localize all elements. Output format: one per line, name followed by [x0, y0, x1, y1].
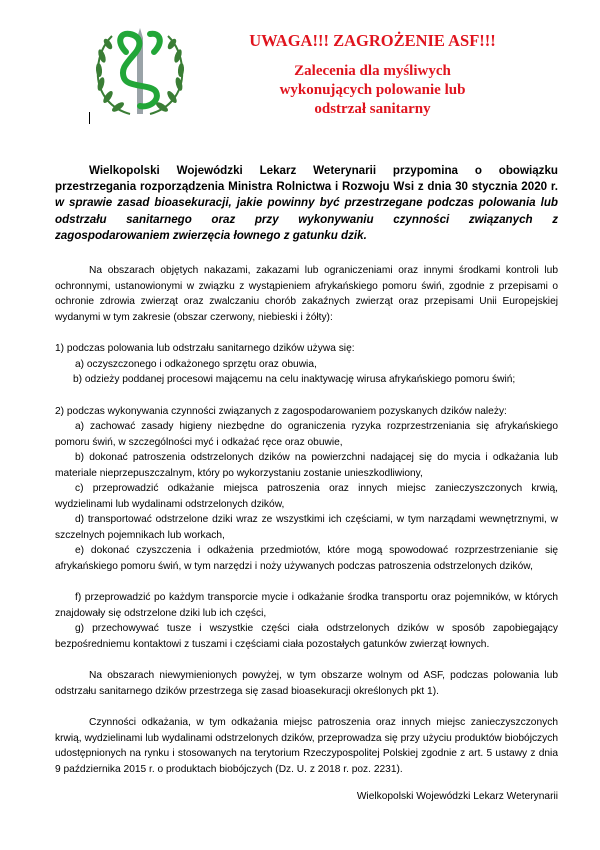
list2-item [55, 590, 558, 621]
list2-item [55, 481, 558, 512]
veterinary-caduceus-laurel-icon [90, 22, 190, 122]
list2-item-text: e) dokonać czyszczenia i odkażenia przedmiotów, które mogą spowodować rozprzestrzenianie się afrykańskiego pomoru świń, w tym narzędzi i noży używanych podczas patroszenia odstrzelonych dzików, [55, 545, 558, 572]
subtitle [200, 62, 545, 119]
subtitle-line: wykonujących polowanie lub [279, 82, 466, 98]
paragraph-areas-text: Na obszarach objętych nakazami, zakazami lub ograniczeniami oraz innymi środkami kontroli lub ochronnymi, ustanowionymi w związku z wystąpieniem afrykańskiego pomoru świń, zgodnie z przepisami o ochronie zdrowia zwierząt oraz zwalczaniu chorób zakaźnych zwierząt oraz przepisami Unii Europejskiej wydanymi w tym zakresie (obszar czerwony, niebieski i żółty): [55, 265, 558, 323]
list2-item-text: d) transportować odstrzelone dziki wraz ze wszystkimi ich częściami, w tym narządami wewnętrznymi, w szczelnych pojemnikach lub workach, [55, 514, 558, 541]
list2-item-text: a) zachować zasady higieny niezbędne do ograniczenia ryzyka rozprzestrzeniania się afrykańskiego pomoru świń, w szczególności myć i odkażać ręce oraz obuwie, [55, 421, 558, 448]
paragraph-free-areas-text: Na obszarach niewymienionych powyżej, w tym obszarze wolnym od ASF, podczas polowania lub odstrzału sanitarnego dzików przestrzega się zasad bioasekuracji określonych pkt 1). [55, 670, 558, 697]
signature: Wielkopolski Wojewódzki Lekarz Weterynarii [356, 791, 558, 802]
list2-item [55, 543, 558, 574]
intro-text: Wielkopolski Wojewódzki Lekarz Weterynarii przypomina o obowiązku przestrzegania rozporządzenia Ministra Rolnictwa i Rozwoju Wsi z dnia 30 stycznia 2020 r. [55, 164, 558, 194]
list1-item [55, 357, 558, 373]
list2-item-text: c) przeprowadzić odkażanie miejsca patroszenia oraz innych miejsc zanieczyszczonych krwią, wydzielinami lub wydalinami odstrzelonych dzików, [55, 483, 558, 510]
subtitle-line: odstrzał sanitarny [314, 101, 431, 117]
list2-item [55, 450, 558, 481]
subtitle-line: Zalecenia dla myśliwych [294, 63, 451, 79]
list2-item [55, 621, 558, 652]
list2-item [55, 512, 558, 543]
list1-item-text: b) odzieży poddanej procesowi mającemu na celu inaktywację wirusa afrykańskiego pomoru świń; [73, 374, 516, 385]
paragraph-areas [55, 263, 558, 325]
list1-heading: 1) podczas polowania lub odstrzału sanitarnego dzików używa się: [55, 343, 355, 354]
paragraph-free-areas [55, 668, 558, 699]
list2-item-text: f) przeprowadzić po każdym transporcie mycie i odkażanie środka transportu oraz pojemników, w których znajdowały się odstrzelone dziki lub ich części, [55, 592, 558, 619]
warning-title: UWAGA!!! ZAGROŻENIE ASF!!! [249, 31, 496, 50]
paragraph-disinfection [55, 715, 558, 777]
list2-item [55, 419, 558, 450]
paragraph-disinfection-text: Czynności odkażania, w tym odkażania miejsc patroszenia oraz innych miejsc zanieczyszczonych krwią, wydzielinami lub wydalinami odstrzelonych dzików, przeprowadza się przy użyciu produktów biobójczych udostępnionych na rynku i stosowanych na terytorium Rzeczypospolitej Polskiej zgodnie z art. 5 ustawy z dnia 9 października 2015 r. o produktach biobójczych (Dz. U. z 2018 r. poz. 2231). [55, 717, 558, 775]
list1-item-text: a) oczyszczonego i odkażonego sprzętu oraz obuwia, [75, 359, 317, 370]
list1-item [53, 372, 563, 388]
intro-paragraph [55, 163, 558, 244]
list2-item-text: g) przechowywać tusze i wszystkie części ciała odstrzelonych dzików w sposób zapobiegający bezpośredniemu kontaktowi z tuszami i częściami ciała pozostałych gatunków zwierząt łownych. [55, 623, 558, 650]
list2-item-text: b) dokonać patroszenia odstrzelonych dzików na powierzchni nadającej się do mycia i odkażania lub materiale nieprzepuszczalnym, który po wykorzystaniu zostanie unieszkodliwiony, [55, 452, 558, 479]
text-cursor [89, 112, 90, 124]
list2-heading: 2) podczas wykonywania czynności związanych z zagospodarowaniem pozyskanych dzików należy: [55, 406, 507, 417]
header [200, 30, 545, 119]
intro-italic-text: w sprawie zasad bioasekuracji, jakie powinny być przestrzegane podczas polowania lub odstrzału sanitarnego oraz przy wykonywaniu czynności związanych z zagospodarowaniem zwierzęcia łownego z gatunku dzik. [55, 196, 558, 242]
